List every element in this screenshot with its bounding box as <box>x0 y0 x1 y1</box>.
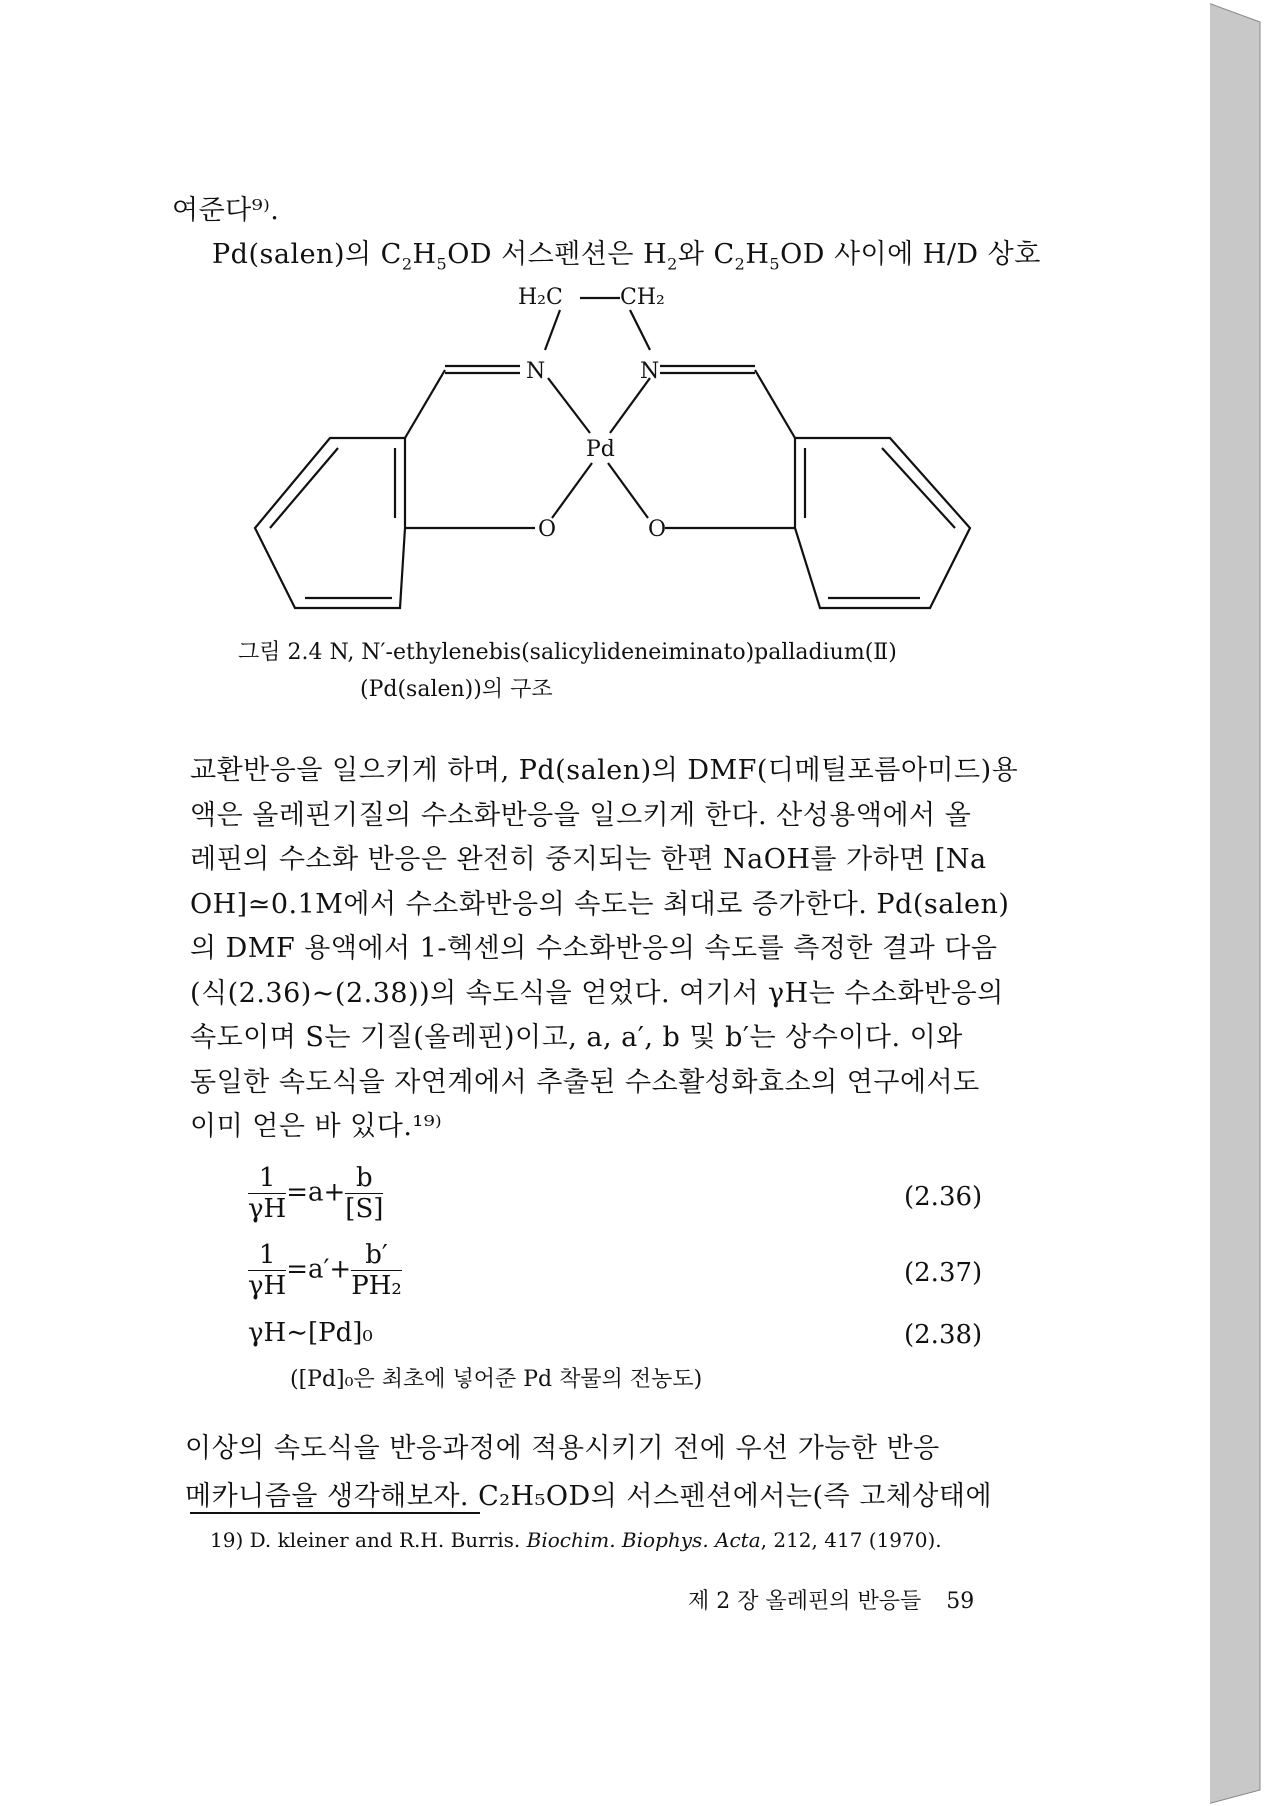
equation-note: ([Pd]₀은 최초에 넣어준 Pd 착물의 전농도) <box>290 1367 703 1392</box>
equation-2-37: $\frac{1}{\gamma H}$ =a′+ $\frac{b'}{\text{PH₂}}$ <box>248 1240 402 1301</box>
text-line: 속도이며 S는 기질(올레핀)이고, a, a′, b 및 b′는 상수이다. 이와 <box>190 1022 963 1053</box>
text-line: 레핀의 수소화 반응은 완전히 중지되는 한편 NaOH를 가하면 [Na <box>190 844 987 875</box>
page-number: 59 <box>946 1589 975 1614</box>
atom-o-left: O <box>538 517 557 542</box>
footnote-rule <box>190 1512 480 1514</box>
text-line: 의 DMF 용액에서 1-헥센의 수소화반응의 속도를 측정한 결과 다음 <box>190 933 998 964</box>
text-line: Pd(salen)의 $C_2H_5OD$ 서스펜션은 $H_2$와 $C_2H_5OD$ 사이에 H/D 상호 <box>212 239 1041 274</box>
atom-pd: Pd <box>586 437 615 462</box>
atom-ch2: CH₂ <box>620 285 665 310</box>
atom-h2c: H₂C <box>518 285 563 310</box>
text-line: 교환반응을 일으키게 하며, Pd(salen)의 DMF(디메틸포름아미드)용 <box>190 755 1019 786</box>
equation-label: (2.37) <box>904 1258 983 1288</box>
text-line: 이상의 속도식을 반응과정에 적용시키기 전에 우선 가능한 반응 <box>185 1433 940 1464</box>
atom-n-right: N <box>640 359 660 384</box>
text-line: 동일한 속도식을 자연계에서 추출된 수소활성화효소의 연구에서도 <box>190 1066 980 1098</box>
chapter-title: 제 2 장 올레핀의 반응들 <box>688 1589 922 1614</box>
footnote: 19) D. kleiner and R.H. Burris. Biochim. Biophys. Acta, 212, 417 (1970). <box>210 1528 942 1552</box>
figure-caption: 그림 2.4 N, N′-ethylenebis(salicylideneiminato)palladium(Ⅱ) <box>238 640 897 665</box>
atom-o-right: O <box>648 517 667 542</box>
equation-2-38: γH∼[Pd]₀ <box>248 1318 373 1348</box>
running-footer <box>688 1584 974 1615</box>
text-line: OH]≃0.1M에서 수소화반응의 속도는 최대로 증가한다. Pd(salen) <box>190 888 1010 920</box>
text-line: (식(2.36)~(2.38))의 속도식을 얻었다. 여기서 γH는 수소화반응의 <box>190 977 1004 1009</box>
equation-label: (2.38) <box>904 1320 983 1350</box>
salen-structure-diagram <box>230 278 990 618</box>
text-line: 이미 얻은 바 있다.¹⁹⁾ <box>190 1111 443 1142</box>
text-line: 여준다⁹⁾. <box>172 195 280 226</box>
figure-caption-line2: (Pd(salen))의 구조 <box>360 677 553 702</box>
atom-n-left: N <box>526 359 546 384</box>
equation-label: (2.36) <box>904 1182 983 1212</box>
text-line: 메카니즘을 생각해보자. C₂H₅OD의 서스펜션에서는(즉 고체상태에 <box>185 1481 993 1512</box>
text-line: 액은 올레핀기질의 수소화반응을 일으키게 한다. 산성용액에서 올 <box>190 799 972 831</box>
equation-2-36: $\frac{1}{\gamma H}$ =a+ $\frac{b}{[S]}$ <box>248 1163 384 1224</box>
